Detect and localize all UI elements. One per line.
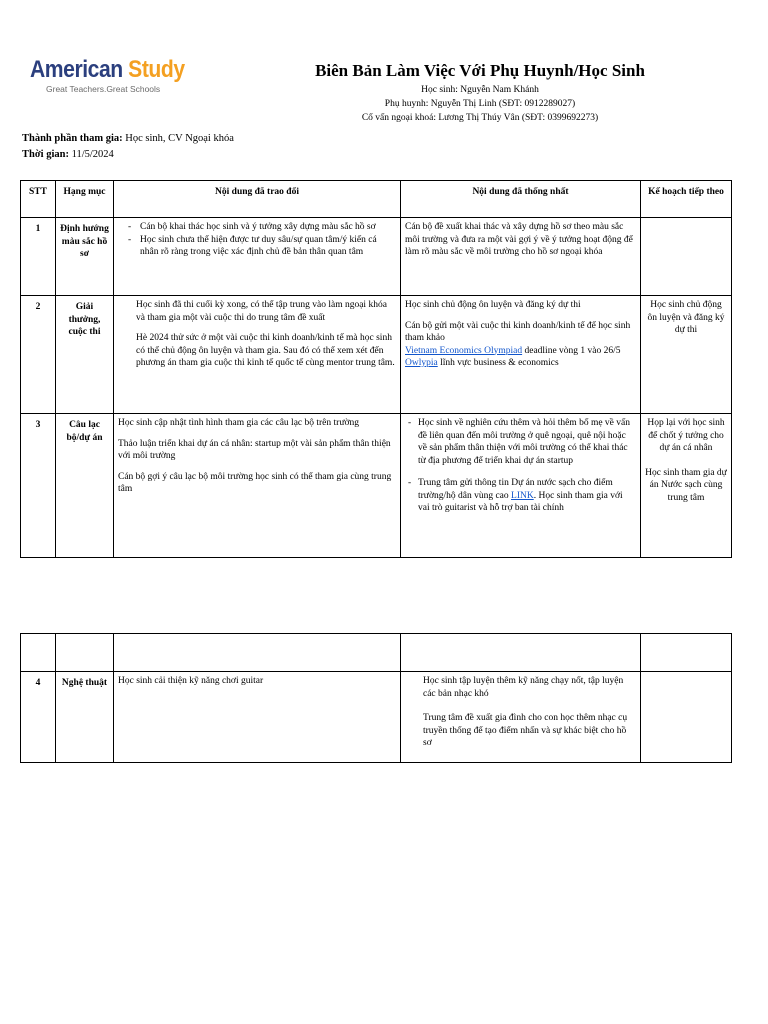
company-logo [30,56,206,94]
row-plan [641,218,732,296]
row-category: Nghệ thuật [56,672,114,763]
table-row [21,296,732,414]
parent-info: Phụ huynh: Nguyễn Thị Linh (SĐT: 0912289027) [384,99,576,109]
row-category: Câu lạc bộ/dự án [56,414,114,558]
advisor-info: Cố vấn ngoại khoá: Lương Thị Thúy Vân (SĐT: 0399692273) [361,113,599,123]
agreed-item-text: . Học sinh tham gia với vai trò guitarist và hỗ trợ ban tài chính [418,490,623,513]
discussed-paragraph: Hè 2024 thử sức ở một vài cuộc thi kinh doanh/kinh tế mà học sinh có thể chủ động ôn luyện và tham gia. Sau đó có thể xem xét đến phương án tham gia cuộc thi kinh tế quốc tế cùng mentor trung tâm. [136,333,395,368]
logo-brand-study: Study [128,56,185,83]
table-row [21,672,732,763]
discussed-item: - Học sinh chưa thể hiện được tư duy sâu/sự quan tâm/ý kiến cá nhân rõ ràng trong việc xác định chủ đề bản thân quan tâm [118,234,396,259]
agreed-paragraph: Học sinh tập luyện thêm kỹ năng chạy nốt, tập luyện các bản nhạc khó [423,676,624,699]
table-row [21,218,732,296]
time-label: Thời gian: [22,149,69,160]
row-agreed [401,296,641,414]
time-line [22,148,114,162]
participants-line [22,132,234,146]
row-plan [641,672,732,763]
agreed-link-line [405,345,636,358]
agreed-paragraph: Trung tâm đề xuất gia đình cho con học thêm nhạc cụ truyền thống để tạo điểm nhấn và sự khác biệt cho hồ sơ [423,713,628,748]
discussed-item: - Cán bộ khai thác học sinh và ý tưởng xây dựng màu sắc hồ sơ [118,221,396,234]
header-agreed: Nội dung đã thống nhất [401,181,641,218]
discussed-paragraph: Thảo luận triển khai dự án cá nhân: startup một vài sản phẩm thân thiện với môi trường [118,438,391,461]
row-discussed [114,296,401,414]
logo-brand-american: American [30,56,123,83]
agreed-link-line [405,357,636,370]
agreed-item-text: Trung tâm gửi thông tin Dự án nước sạch cho điểm trường/hộ dân vùng cao [418,478,613,501]
student-info: Học sinh: Nguyễn Nam Khánh [421,85,539,95]
row-discussed [114,414,401,558]
logo-wordmark [30,56,185,84]
meeting-table-continued [20,633,732,763]
project-link[interactable]: LINK [511,490,534,501]
row-discussed [114,218,401,296]
row-category: Định hướng màu sắc hồ sơ [56,218,114,296]
logo-tagline: Great Teachers.Great Schools [46,84,161,94]
document-title: Biên Bản Làm Việc Với Phụ Huynh/Học Sinh [315,61,645,80]
agreed-paragraph: Cán bộ gửi một vài cuộc thi kinh doanh/kinh tế để học sinh tham khảo [405,320,631,343]
row-stt: 2 [21,296,56,414]
header-category: Hạng mục [56,181,114,218]
row-stt: 1 [21,218,56,296]
header-stt: STT [21,181,56,218]
discussed-paragraph: Học sinh đã thi cuối kỳ xong, có thể tập trung vào làm ngoại khóa và tham gia một vài cuộc thi do trung tâm đề xuất [136,300,387,323]
discussed-paragraph: Cán bộ gợi ý câu lạc bộ môi trường học sinh có thể tham gia cùng trung tâm [118,471,392,494]
veo-link[interactable]: Vietnam Economics Olympiad [405,345,523,356]
agreed-item [405,477,636,515]
plan-paragraph: Học sinh tham gia dự án Nước sạch cùng trung tâm [645,467,727,503]
row-category: Giải thưởng, cuộc thi [56,296,114,414]
header-plan: Kế hoạch tiếp theo [641,181,732,218]
time-value: 11/5/2024 [68,149,114,160]
row-agreed [401,414,641,558]
row-stt: 3 [21,414,56,558]
row-plan: Học sinh chủ động ôn luyện và đăng ký dự thi [641,296,732,414]
agreed-paragraph: Học sinh chủ động ôn luyện và đăng ký dự thi [405,300,581,310]
table-row [21,414,732,558]
table-header-row [21,181,732,218]
participants-value: Học sinh, CV Ngoại khóa [122,133,234,144]
table-empty-row [21,634,732,672]
plan-paragraph: Họp lại với học sinh để chốt ý tưởng cho dự án cá nhân [647,418,725,453]
row-agreed [401,672,641,763]
header-discussed: Nội dung đã trao đổi [114,181,401,218]
owlypia-field: lĩnh vực business & economics [437,358,559,368]
meeting-table [20,180,732,558]
row-plan [641,414,732,558]
discussed-paragraph: Học sinh cập nhật tình hình tham gia các câu lạc bộ trên trường [118,418,359,428]
participants-label: Thành phần tham gia: [22,133,123,144]
agreed-item: - Học sinh về nghiên cứu thêm và hỏi thêm bố mẹ về vấn đề liên quan đến môi trường ở quê ngoại, quê nội hoặc về sản phẩm thân thiện với môi trường có thể khai thác từ địa phương để triển khai dự án startup [405,417,636,467]
row-discussed: Học sinh cải thiện kỹ năng chơi guitar [114,672,401,763]
owlypia-link[interactable]: Owlypia [405,358,438,368]
row-stt: 4 [21,672,56,763]
row-agreed: Cán bộ đề xuất khai thác và xây dựng hồ sơ theo màu sắc môi trường và đưa ra một vài gợi ý về ý tưởng hoạt động để làm rõ màu sắc về môi trường cho hồ sơ ngoại khóa [401,218,641,296]
veo-deadline: deadline vòng 1 vào 26/5 [522,345,621,356]
